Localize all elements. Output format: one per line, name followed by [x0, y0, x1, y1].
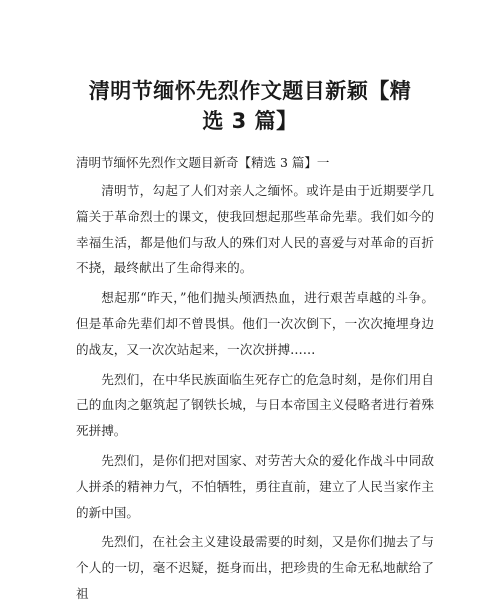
- paragraph-3: 先烈们，在中华民族面临生死存亡的危急时刻，是你们用自己的血肉之躯筑起了钢铁长城，与日本帝国主义侵略者进行着殊死拼搏。: [76, 371, 434, 439]
- document-body: [76, 178, 434, 611]
- paragraph-5: 先烈们，在社会主义建设最需要的时刻，又是你们抛去了与个人的一切，毫不迟疑，挺身而出，把珍贵的生命无私地献给了祖: [76, 534, 434, 601]
- paragraph-4: 先烈们，是你们把对国家、对劳苦大众的爱化作战斗中同敌人拼杀的精神力气，不怕牺牲，勇往直前，建立了人民当家作主的新中国。: [76, 452, 434, 520]
- document-title: 清明节缅怀先烈作文题目新颖【精选 3 篇】: [88, 79, 412, 133]
- document-subtitle: 清明节缅怀先烈作文题目新奇【精选 3 篇】一: [76, 155, 330, 170]
- paragraph-2: 想起那“昨天，”他们抛头颅洒热血，进行艰苦卓越的斗争。但是革命先辈们却不曾畏惧。他们一次次倒下，一次次掩埋身边的战友，又一次次站起来，一次次拼搏……: [76, 290, 434, 357]
- paragraph-1: 清明节，勾起了人们对亲人之缅怀。或许是由于近期要学几篇关于革命烈士的课文，使我回想起那些革命先辈。我们如今的幸福生活，都是他们与敌人的殊们对人民的喜爱与对革命的百折不挠，最终献出了生命得来的。: [76, 183, 434, 276]
